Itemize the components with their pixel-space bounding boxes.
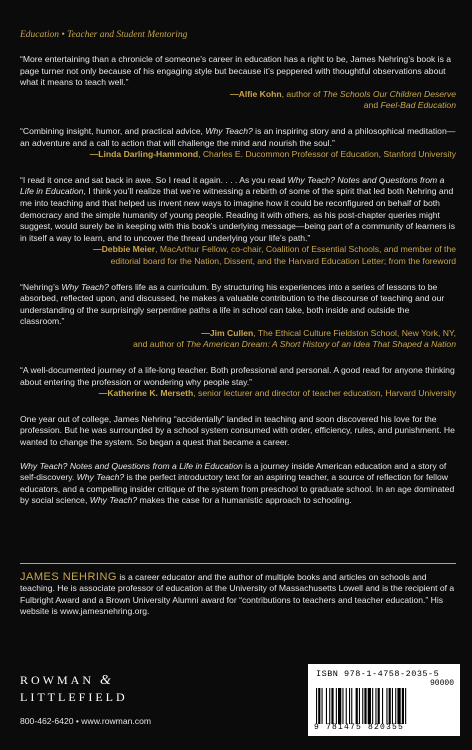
text-run: “Nehring’s: [20, 281, 62, 292]
text-run: The Schools Our Children Deserve: [322, 88, 456, 99]
text-run: , I think you’ll realize that we’re witnessing a rebirth of some of the spirit that led both Nehring and me into teaching and that helped us invent new ways to imagine how it could be reconfigured on behalf of both democracy and the simple humanity of young people. Reading it with others, as his post-chapter queries might suggest, would surely be in keeping with this book’s underlying message—being part of a community of learners is in itself a way to learn, and to uncover the thread underlying your life’s path.”: [20, 186, 456, 243]
description-paragraph: [20, 461, 456, 507]
book-description: [20, 414, 456, 507]
text-run: —Debbie Meier: [92, 244, 156, 255]
barcode-bar: [322, 688, 323, 724]
blurb-list: [20, 54, 456, 400]
text-run: “Combining insight, humor, and practical advice,: [20, 125, 206, 136]
barcode-bar: [329, 688, 330, 724]
text-run: “A well-documented journey of a life-long teacher. Both professional and personal. A good read for anyone thinking about entering the profession or wondering why people stay.”: [20, 365, 455, 387]
text-run: “I read it once and sat back in awe. So I read it again. . . . As you read: [20, 174, 288, 185]
text-run: is an inspiring story and a philosophical meditation—an adventure and a call to action that will challenge the mind and nourish the soul.”: [20, 125, 456, 148]
barcode-box: [308, 664, 460, 736]
barcode-bar: [368, 688, 371, 724]
endorsement-blurb: [20, 365, 456, 400]
endorsement-attribution: [20, 89, 456, 112]
barcode-bar: [338, 688, 341, 724]
barcode-bar: [318, 688, 320, 724]
barcode-digits: 9 781475 820355: [314, 723, 405, 732]
price-code: 90000: [429, 679, 454, 688]
endorsement-attribution: [20, 149, 456, 161]
barcode-bar: [375, 688, 376, 724]
text-run: is the perfect introductory text for an aspiring teacher, a source of reflection for fellow educators, and a compelling insider critique of the system from preschool to graduate school. In an age dominated by social science,: [20, 472, 455, 506]
barcode-bar: [395, 688, 396, 724]
text-run: —Alfie Kohn: [230, 88, 282, 99]
barcode-icon: [314, 688, 454, 724]
text-run: , Charles E. Ducommon Professor of Education, Stanford University: [198, 149, 456, 160]
publisher-contact: 800-462-6420 • www.rowman.com: [20, 716, 152, 726]
barcode-bar: [326, 688, 327, 724]
barcode-bar: [316, 688, 317, 724]
endorsement-attribution: [20, 388, 456, 400]
barcode-bar: [336, 688, 337, 724]
publisher-name-line1: ROWMAN: [20, 673, 100, 687]
barcode-bar: [402, 688, 404, 724]
barcode-bar: [362, 688, 363, 724]
description-paragraph: [20, 414, 456, 449]
author-bio-text: is a career educator and the author of multiple books and articles on schools and teaching. He is associate professor of education at the University of Massachusetts Lowell and is the recipient of a Fulbright Award and a Brown University Alumni award for “contributions to teachers and teacher education.” His website is www.jamesnehring.org.: [20, 572, 455, 617]
barcode-bar: [359, 688, 360, 724]
text-run: , The Ethical Culture Fieldston School, New York, NY,: [253, 327, 456, 338]
barcode-bar: [382, 688, 383, 724]
text-run: Why Teach?: [89, 495, 138, 506]
endorsement-blurb: [20, 126, 456, 161]
endorsement-quote: [20, 175, 456, 245]
barcode-bar: [364, 688, 366, 724]
publisher-logo: [20, 672, 128, 706]
author-name: JAMES NEHRING: [20, 571, 117, 583]
text-run: Why Teach? Notes and Questions from a Life in Education: [20, 460, 243, 471]
endorsement-quote: [20, 365, 456, 388]
author-divider: [20, 563, 456, 564]
endorsement-blurb: [20, 282, 456, 352]
publisher-name-line2: LITTLEFIELD: [20, 690, 128, 704]
endorsement-blurb: [20, 175, 456, 268]
barcode-bar: [331, 688, 333, 724]
author-bio: [20, 572, 456, 618]
text-run: “More entertaining than a chronicle of someone’s career in education has a right to be, James Nehring’s book is a page turner not only because of his engaging style but because it’s peppered with thoughtful observations about what it means to teach well.”: [20, 54, 452, 88]
text-run: and author of: [133, 339, 187, 350]
barcode-bar: [397, 688, 400, 724]
category-label: Education • Teacher and Student Mentoring: [20, 30, 188, 40]
text-run: , senior lecturer and director of teacher education, Harvard University: [193, 388, 456, 399]
barcode-bar: [389, 688, 391, 724]
text-run: offers life as a curriculum. By structuring his experiences into a series of lessons to be absorbed, reflected upon, and discussed, he makes a valuable contribution to the discourse of teaching and our understanding of the surprisingly serpentine paths a life in school can take, both inside and outside the classroom.”: [20, 281, 445, 327]
endorsement-blurb: [20, 54, 456, 112]
barcode-bar: [405, 688, 406, 724]
text-run: Why Teach? Notes and Questions from a Life in Education: [20, 174, 445, 197]
endorsement-quote: [20, 54, 456, 89]
text-run: One year out of college, James Nehring “accidentally” landed in teaching and soon discovered his love for the profession. But he was surrounded by a school system consumed with order, efficiency, rules, and punishment. He wanted to change the system. So began a quest that became a career.: [20, 413, 455, 448]
text-run: Why Teach?: [205, 125, 253, 136]
barcode-bar: [346, 688, 347, 724]
endorsement-attribution: [20, 244, 456, 267]
barcode-bar: [342, 688, 343, 724]
publisher-ampersand: &: [100, 673, 111, 688]
barcode-bar: [351, 688, 352, 724]
endorsement-attribution: [20, 328, 456, 351]
barcode-bar: [349, 688, 350, 724]
blurbs-section: [20, 54, 456, 519]
text-run: —Jim Cullen: [201, 327, 254, 338]
text-run: , MacArthur Fellow, co-chair, Coalition of Essential Schools, and member of the: [155, 244, 456, 255]
text-run: —Linda Darling-Hammond: [89, 149, 199, 160]
text-run: —Katherine K. Merseth: [98, 388, 194, 399]
barcode-bar: [386, 688, 387, 724]
text-run: editorial board for the Nation, Dissent, and the Harvard Education Letter; from the foreword: [110, 255, 456, 266]
barcode-bar: [372, 688, 373, 724]
text-run: and: [363, 100, 381, 111]
barcode-bar: [378, 688, 380, 724]
isbn-text: ISBN 978-1-4758-2035-5: [316, 669, 440, 679]
endorsement-quote: [20, 282, 456, 328]
text-run: The American Dream: A Short History of an Idea That Shaped a Nation: [186, 339, 456, 350]
barcode-bar: [356, 688, 358, 724]
barcode-bar: [392, 688, 393, 724]
endorsement-quote: [20, 126, 456, 149]
text-run: , author of: [281, 88, 323, 99]
text-run: makes the case for a humanistic approach to schooling.: [137, 495, 352, 506]
text-run: is a journey inside American education and a story of self-discovery.: [20, 460, 447, 483]
text-run: Feel-Bad Education: [380, 100, 456, 111]
text-run: Why Teach?: [76, 472, 125, 483]
text-run: Why Teach?: [61, 281, 109, 292]
